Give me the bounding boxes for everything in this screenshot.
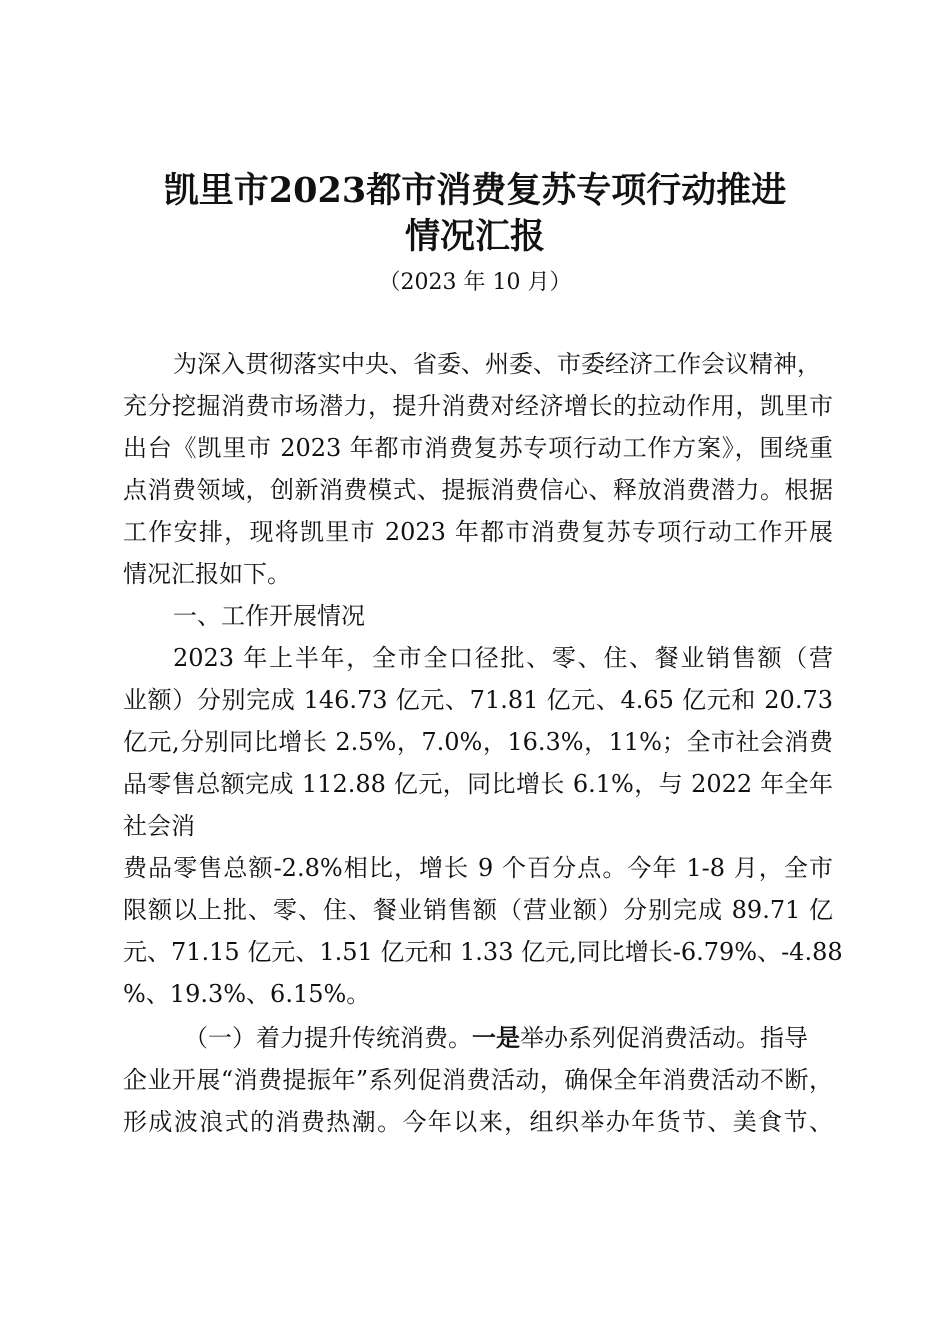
paragraph-line: 限额以上批、零、住、餐业销售额（营业额）分别完成 89.71 亿 — [123, 896, 833, 924]
paragraph-line: 工作安排，现将凯里市 2023 年都市消费复苏专项行动工作开展 — [123, 518, 833, 546]
document-date: （2023 年 10 月） — [378, 270, 572, 295]
subsection-line — [184, 1018, 833, 1058]
paragraph-line: 亿元,分别同比增长 2.5%，7.0%，16.3%，11%；全市社会消费 — [123, 728, 833, 756]
paragraph-line: %、19.3%、6.15%。 — [123, 980, 371, 1008]
paragraph-line: 2023 年上半年，全市全口径批、零、住、餐业销售额（营 — [173, 644, 833, 672]
paragraph-line: 为深入贯彻落实中央、省委、州委、市委经济工作会议精神， — [173, 350, 821, 378]
paragraph-line: 情况汇报如下。 — [123, 560, 291, 588]
section-heading: 一、工作开展情况 — [173, 602, 365, 630]
subsection-heading: （一）着力提升传统消费。 — [184, 1024, 472, 1052]
paragraph-line: 点消费领域，创新消费模式、提振消费信心、释放消费潜力。根据 — [123, 476, 833, 504]
paragraph-line: 品零售总额完成 112.88 亿元，同比增长 6.1%，与 2022 年全年 — [123, 770, 833, 798]
paragraph-line: 社会消 — [123, 812, 195, 840]
paragraph-line: 出台《凯里市 2023 年都市消费复苏专项行动工作方案》，围绕重 — [123, 434, 833, 462]
emphasis-text: 一是 — [472, 1024, 520, 1052]
paragraph-line: 充分挖掘消费市场潜力，提升消费对经济增长的拉动作用，凯里市 — [123, 392, 833, 420]
paragraph-line: 业额）分别完成 146.73 亿元、71.81 亿元、4.65 亿元和 20.73 — [123, 686, 833, 714]
document-title-line-2: 情况汇报 — [404, 216, 545, 257]
paragraph-text: 举办系列促消费活动。指导 — [520, 1024, 808, 1052]
document-title-line-1: 凯里市2023都市消费复苏专项行动推进 — [163, 170, 787, 211]
paragraph-line: 企业开展“消费提振年”系列促消费活动，确保全年消费活动不断， — [123, 1066, 833, 1094]
paragraph-line: 费品零售总额-2.8%相比，增长 9 个百分点。今年 1-8 月，全市 — [123, 854, 833, 882]
paragraph-line: 元、71.15 亿元、1.51 亿元和 1.33 亿元,同比增长-6.79%、-4.88 — [123, 938, 843, 966]
paragraph-line: 形成波浪式的消费热潮。今年以来，组织举办年货节、美食节、 — [123, 1108, 833, 1136]
